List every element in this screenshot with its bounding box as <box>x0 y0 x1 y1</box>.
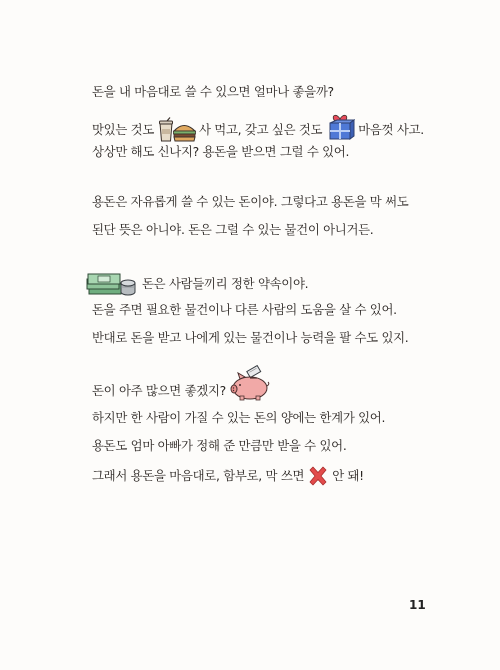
text-line: 용돈도 엄마 아빠가 정해 준 만큼만 받을 수 있어. <box>92 438 347 453</box>
text-line-with-icon: 돈이 아주 많으면 좋겠지? <box>92 380 270 402</box>
text-line: 돈을 내 마음대로 쓸 수 있으면 얼마나 좋을까? <box>92 84 334 99</box>
text-line: 돈을 주면 필요한 물건이나 다른 사람의 도움을 살 수 있어. <box>92 302 397 317</box>
text-line-with-icon: 그래서 용돈을 마음대로, 함부로, 막 쓰면 안 돼! <box>92 465 364 487</box>
page-number: 11 <box>409 598 426 612</box>
gift-box-heart-icon <box>325 111 355 141</box>
text-line: 반대로 돈을 받고 나에게 있는 물건이나 능력을 팔 수도 있지. <box>92 330 409 345</box>
text-line-with-icons: 맛있는 것도 사 먹고, 갖고 싶은 것도 마음껏 사고. <box>92 117 424 143</box>
piggy-bank-icon <box>228 364 270 402</box>
text-line: 된단 뜻은 아니야. 돈은 그럴 수 있는 물건이 아니거든. <box>92 222 374 237</box>
burger-and-drink-icon <box>157 117 197 143</box>
cash-and-coins-icon <box>86 271 138 297</box>
text-line: 하지만 한 사람이 가질 수 있는 돈의 양에는 한계가 있어. <box>92 410 386 425</box>
text-line: 상상만 해도 신나지? 용돈을 받으면 그럴 수 있어. <box>92 144 350 159</box>
text-line-with-icon: 돈은 사람들끼리 정한 약속이야. <box>86 271 308 297</box>
red-x-icon <box>307 465 329 487</box>
text-line: 용돈은 자유롭게 쓸 수 있는 돈이야. 그렇다고 용돈을 막 써도 <box>92 194 409 209</box>
